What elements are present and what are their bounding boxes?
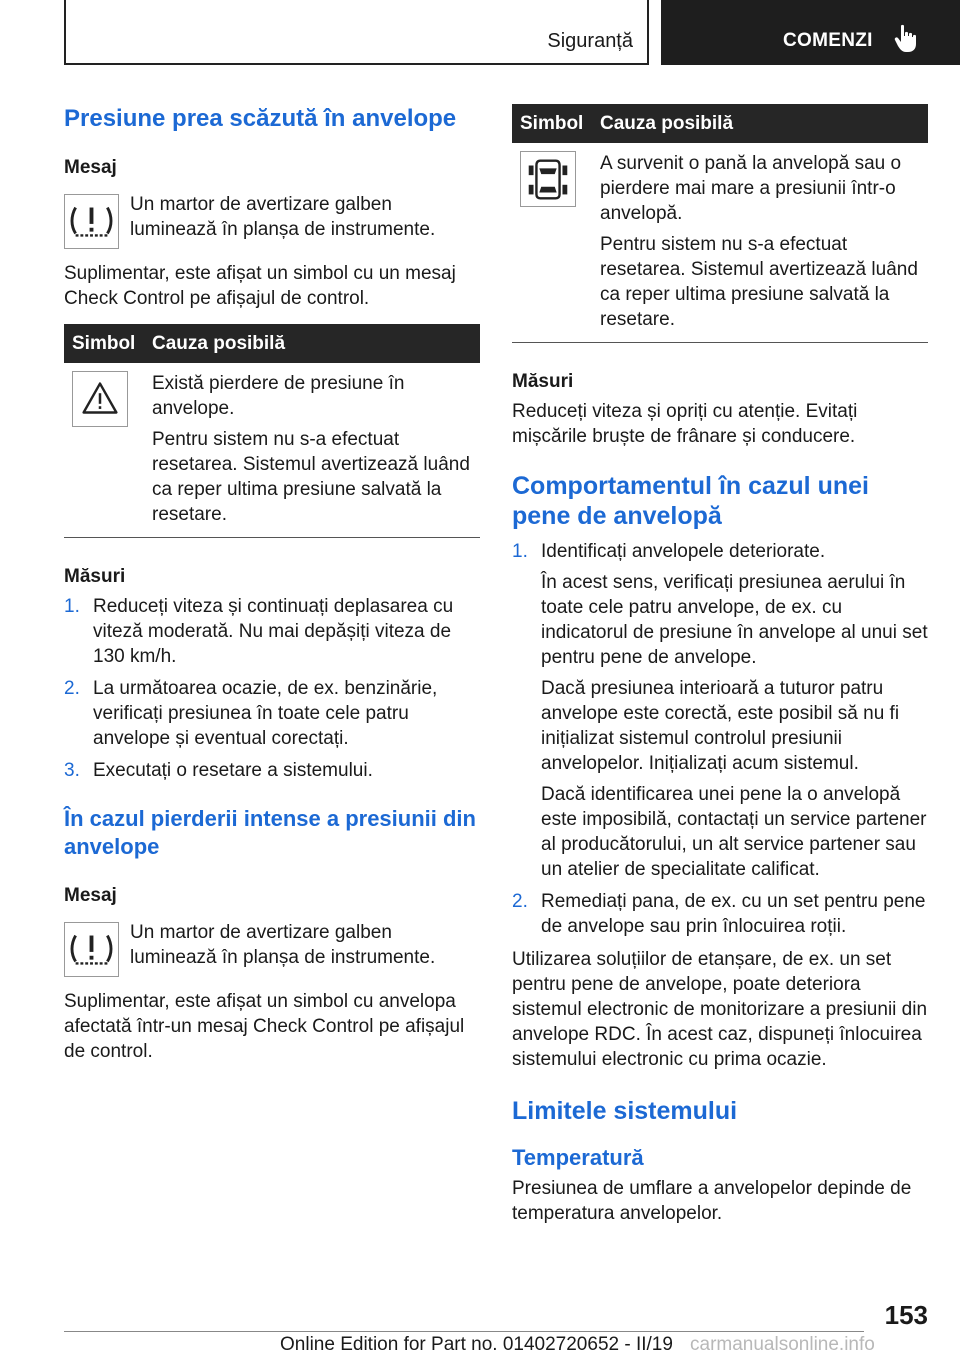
step-text: Remediați pana, de ex. cu un set pentru pene de anvelope sau prin înlocuirea roții. [541,891,926,937]
cause-text: A survenit o pană la anvelopă sau o pierdere mai mare a presiunii într-o anvelopă. [600,153,902,224]
step-number: 3. [64,760,80,781]
measures-list [64,594,480,783]
measures-text: Reduceți viteza și opriți cu atenție. Evitați mișcările bruște de frânare și conducere. [512,401,858,447]
step-number: 2. [64,678,80,699]
list-item [64,676,480,751]
warning-message-row [64,192,480,249]
symbol-cell [512,143,592,343]
step-text: În acest sens, verificați presiunea aerului în toate cele patru anvelope, de ex. cu indicatorul de presiune în anvelope al unui set pentru pene de anvelope. [541,572,928,668]
cause-cell [144,363,480,538]
check-control-paragraph: Suplimentar, este afișat un simbol cu un mesaj Check Control pe afișajul de control. [64,263,456,309]
heading-system-limits: Limitele sistemului [512,1097,738,1125]
step-title: Identificați anvelopele deteriorate. [541,541,826,562]
message-label: Mesaj [64,885,117,906]
table-row [64,363,480,538]
hand-pointer-icon [894,24,920,54]
table-header-cause: Cauza posibilă [592,104,928,143]
symbol-table-2 [512,104,928,343]
sealant-paragraph: Utilizarea soluțiilor de etanșare, de ex. un set pentru pene de anvelope, poate deteriora sistemul electronic de monitorizare a presiunii din anvelope RDC. În acest caz, dispuneți înlocuirea sistemului electronic cu prima ocazie. [512,949,928,1070]
cause-cell [592,143,928,343]
step-text: La următoarea ocazie, de ex. benzinărie, verificați presiunea în toate cele patru anvelope și eventual corectați. [93,678,438,749]
step-number: 2. [512,891,528,912]
symbol-cell [64,363,144,538]
footer-divider [64,1331,864,1332]
tire-pressure-warning-icon [64,194,119,249]
puncture-steps-list [512,539,928,939]
message-label: Mesaj [64,157,117,178]
left-column [64,100,480,1064]
table-header-symbol: Simbol [512,104,592,143]
step-text: Reduceți viteza și continuați deplasarea cu viteză moderată. Nu mai depășiți viteza de 130 km/h. [93,596,454,667]
car-tire-warning-icon [520,151,576,207]
heading-intense-loss: În cazul pierderii intense a presiunii din anvelope [64,806,476,859]
header-section-title: Siguranță [547,30,633,52]
cause-text: Pentru sistem nu s-a efectuat resetarea. Sistemul avertizează luând ca reper ultima presiune salvată la resetare. [152,429,470,525]
cause-text: Pentru sistem nu s-a efectuat resetarea. Sistemul avertizează luând ca reper ultima presiune salvată la resetare. [600,234,918,330]
list-item [64,594,480,669]
header-chapter-tab[interactable] [661,0,960,65]
measures-label: Măsuri [64,566,126,587]
step-text: Dacă presiunea interioară a tuturor patru anvelope este corectă, este posibil să nu fi inițializat sistemul controlul presiunii anvelopelor. Inițializați acum sistemul. [541,678,900,774]
temperature-paragraph: Presiunea de umflare a anvelopelor depinde de temperatura anvelopelor. [512,1178,912,1224]
warning-message-text: Un martor de avertizare galben luminează în planșa de instrumente. [130,194,436,240]
right-column [512,104,928,1226]
footer-edition: Online Edition for Part no. 01402720652 - II/19 [280,1334,673,1355]
check-control-paragraph: Suplimentar, este afișat un simbol cu anvelopa afectată într-un mesaj Check Control pe afișajul de control. [64,991,465,1062]
cause-text: Există pierdere de presiune în anvelope. [152,373,405,419]
warning-triangle-icon [72,371,128,427]
step-number: 1. [512,541,528,562]
warning-message-row [64,920,480,977]
heading-low-pressure: Presiune prea scăzută în anvelope [64,105,457,132]
header-chapter-title: COMENZI [783,30,873,51]
tire-pressure-warning-icon [64,922,119,977]
step-text: Dacă identificarea unei pene la o anvelopă este imposibilă, contactați un service partener al producătorului, un alt service partener sau un atelier de specialitate calificat. [541,784,927,880]
measures-label: Măsuri [512,371,574,392]
step-number: 1. [64,596,80,617]
heading-puncture-behavior: Comportamentul în cazul unei pene de anvelopă [512,472,869,530]
list-item [64,758,480,783]
step-text: Executați o resetare a sistemului. [93,760,373,781]
list-item [512,539,928,882]
warning-message-text: Un martor de avertizare galben luminează în planșa de instrumente. [130,922,436,968]
header-section-box [64,0,649,65]
table-header-cause: Cauza posibilă [144,324,480,363]
list-item [512,889,928,939]
step-body [541,539,928,882]
watermark: carmanualsonline.info [690,1334,875,1355]
table-header-symbol: Simbol [64,324,144,363]
table-row [512,143,928,343]
page-number: 153 [884,1300,928,1330]
heading-temperature: Temperatură [512,1145,644,1170]
symbol-table-1 [64,324,480,538]
